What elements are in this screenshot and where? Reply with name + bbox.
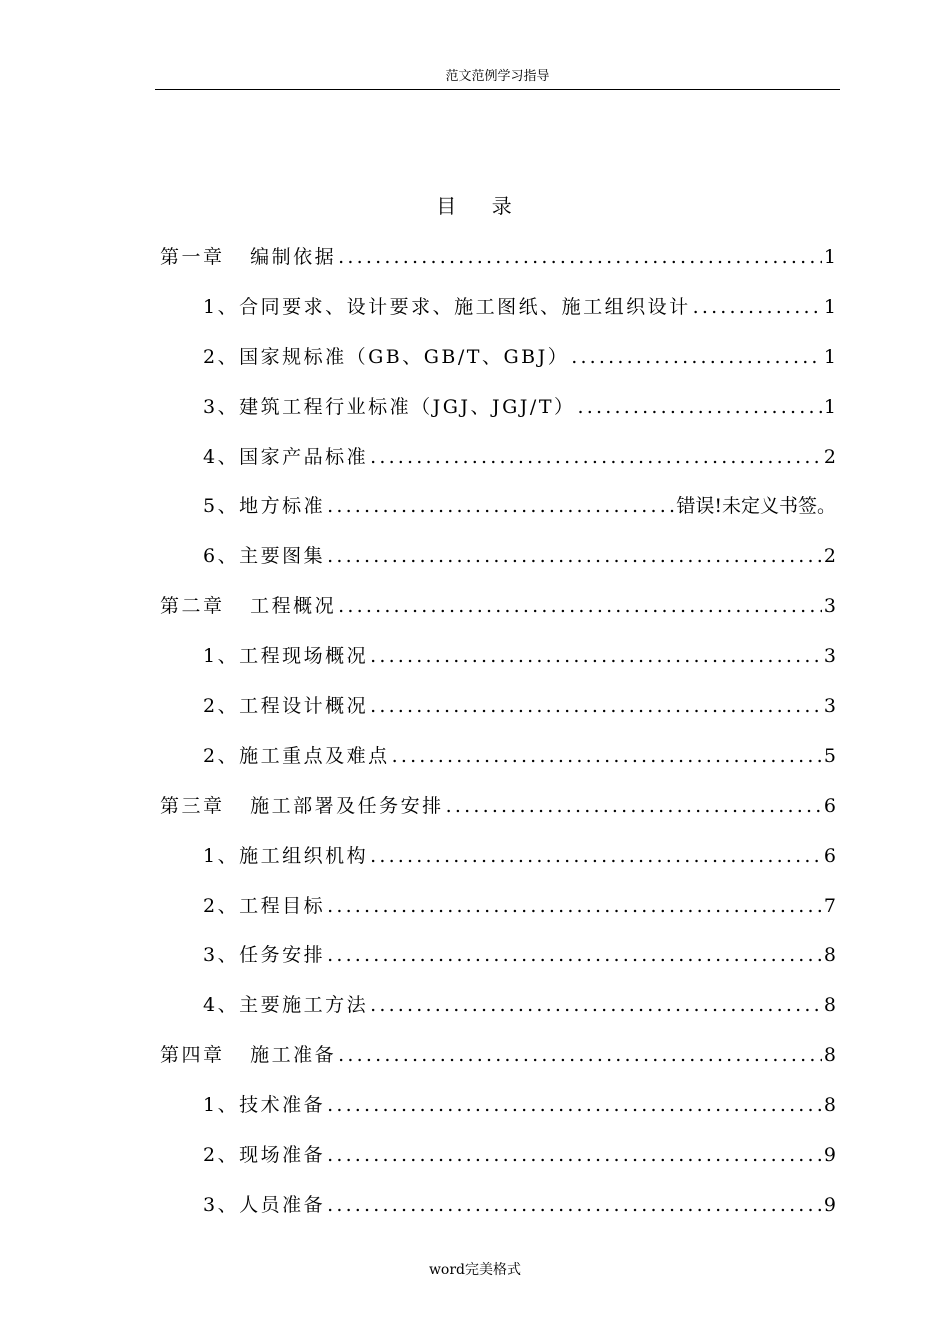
toc-dot-leader	[370, 843, 822, 869]
toc-entry-page: 9	[823, 1193, 836, 1216]
toc-dot-leader	[327, 543, 822, 569]
toc-section-entry[interactable]	[0, 739, 950, 789]
toc-title: 目 录	[436, 194, 514, 218]
toc-dot-leader	[693, 294, 822, 320]
toc-dot-leader	[446, 793, 822, 819]
toc-entry-page: 8	[823, 944, 836, 967]
toc-section-entry[interactable]	[0, 689, 950, 739]
toc-entry-page: 7	[823, 894, 836, 917]
toc-entry-page: 9	[823, 1144, 836, 1167]
toc-chapter-entry[interactable]	[0, 589, 950, 639]
page-footer	[0, 1260, 950, 1280]
toc-entry-title: 3、任务安排	[203, 944, 326, 967]
toc-entry-title: 1、工程现场概况	[203, 645, 369, 668]
toc-dot-leader	[327, 1092, 822, 1118]
toc-entry-title: 1、施工组织机构	[203, 844, 369, 867]
toc-entry-page: 3	[823, 595, 836, 618]
toc-entry-title: 第三章 施工部署及任务安排	[160, 794, 444, 817]
toc-dot-leader	[327, 893, 822, 919]
toc-entry-title: 第四章 施工准备	[160, 1044, 337, 1067]
toc-dot-leader	[392, 743, 822, 769]
toc-entry-page: 1	[823, 345, 836, 368]
toc-section-entry[interactable]	[0, 839, 950, 889]
toc-section-entry[interactable]	[0, 1088, 950, 1138]
toc-entry-page: 1	[823, 295, 836, 318]
toc-entry-page: 6	[823, 844, 836, 867]
toc-section-entry[interactable]	[0, 938, 950, 988]
toc-chapter-entry[interactable]	[0, 1038, 950, 1088]
toc-entry-title: 1、合同要求、设计要求、施工图纸、施工组织设计	[203, 295, 691, 318]
toc-entry-title: 4、主要施工方法	[203, 994, 369, 1017]
toc-entry-page: 8	[823, 1044, 836, 1067]
toc-section-entry[interactable]	[0, 1138, 950, 1188]
toc-section-entry[interactable]	[0, 290, 950, 340]
toc-entry-page: 2	[823, 445, 836, 468]
toc-dot-leader	[338, 1042, 822, 1068]
toc-entry-page: 3	[823, 645, 836, 668]
toc-entry-title: 2、施工重点及难点	[203, 744, 390, 767]
toc-entry-title: 4、国家产品标准	[203, 445, 369, 468]
toc-entry-title: 5、地方标准	[203, 495, 326, 518]
footer-text: word完美格式	[428, 1262, 522, 1278]
toc-dot-leader	[370, 693, 822, 719]
toc-section-entry[interactable]	[0, 1188, 950, 1238]
toc-section-entry[interactable]	[0, 639, 950, 689]
toc-entry-title: 1、技术准备	[203, 1094, 326, 1117]
toc-dot-leader	[571, 344, 822, 370]
toc-entry-title: 2、工程设计概况	[203, 695, 369, 718]
header-text: 范文范例学习指导	[445, 69, 550, 84]
toc-dot-leader	[327, 493, 674, 519]
toc-entry-title: 第一章 编制依据	[160, 246, 337, 268]
toc-entry-title: 第二章 工程概况	[160, 595, 337, 618]
toc-entry-page: 8	[823, 994, 836, 1017]
toc-section-entry[interactable]	[0, 988, 950, 1038]
toc-entry-title: 2、现场准备	[203, 1144, 326, 1167]
toc-dot-leader	[370, 643, 822, 669]
toc-entry-title: 3、人员准备	[203, 1193, 326, 1216]
toc-dot-leader	[578, 394, 822, 420]
toc-dot-leader	[327, 942, 822, 968]
toc-entry-page: 8	[823, 1094, 836, 1117]
toc-dot-leader	[338, 593, 822, 619]
toc-dot-leader	[370, 444, 822, 470]
toc-dot-leader	[327, 1192, 822, 1218]
toc-entry-page: 2	[823, 545, 836, 568]
toc-entry-title: 6、主要图集	[203, 545, 326, 568]
toc-entry-page: 5	[823, 744, 836, 767]
toc-section-entry[interactable]	[0, 539, 950, 589]
toc-chapter-entry[interactable]	[0, 789, 950, 839]
toc-entry-title: 2、工程目标	[203, 894, 326, 917]
toc-section-entry[interactable]	[0, 440, 950, 490]
toc-section-entry[interactable]	[0, 889, 950, 939]
toc-entry-title: 3、建筑工程行业标准（JGJ、JGJ/T）	[203, 395, 576, 418]
toc-entry-page: 1	[823, 395, 836, 418]
toc-chapter-entry[interactable]	[0, 240, 950, 290]
table-of-contents	[0, 240, 950, 1238]
toc-dot-leader	[370, 992, 822, 1018]
toc-entry-page: 1	[823, 246, 836, 268]
toc-entry-page: 错误!未定义书签。	[676, 495, 836, 518]
toc-section-entry[interactable]	[0, 390, 950, 440]
toc-dot-leader	[338, 244, 822, 270]
toc-section-entry[interactable]	[0, 489, 950, 539]
toc-entry-page: 3	[823, 695, 836, 718]
toc-entry-title: 2、国家规标准（GB、GB/T、GBJ）	[203, 345, 570, 368]
page-header	[155, 68, 840, 90]
toc-section-entry[interactable]	[0, 340, 950, 390]
toc-dot-leader	[327, 1142, 822, 1168]
toc-entry-page: 6	[823, 794, 836, 817]
